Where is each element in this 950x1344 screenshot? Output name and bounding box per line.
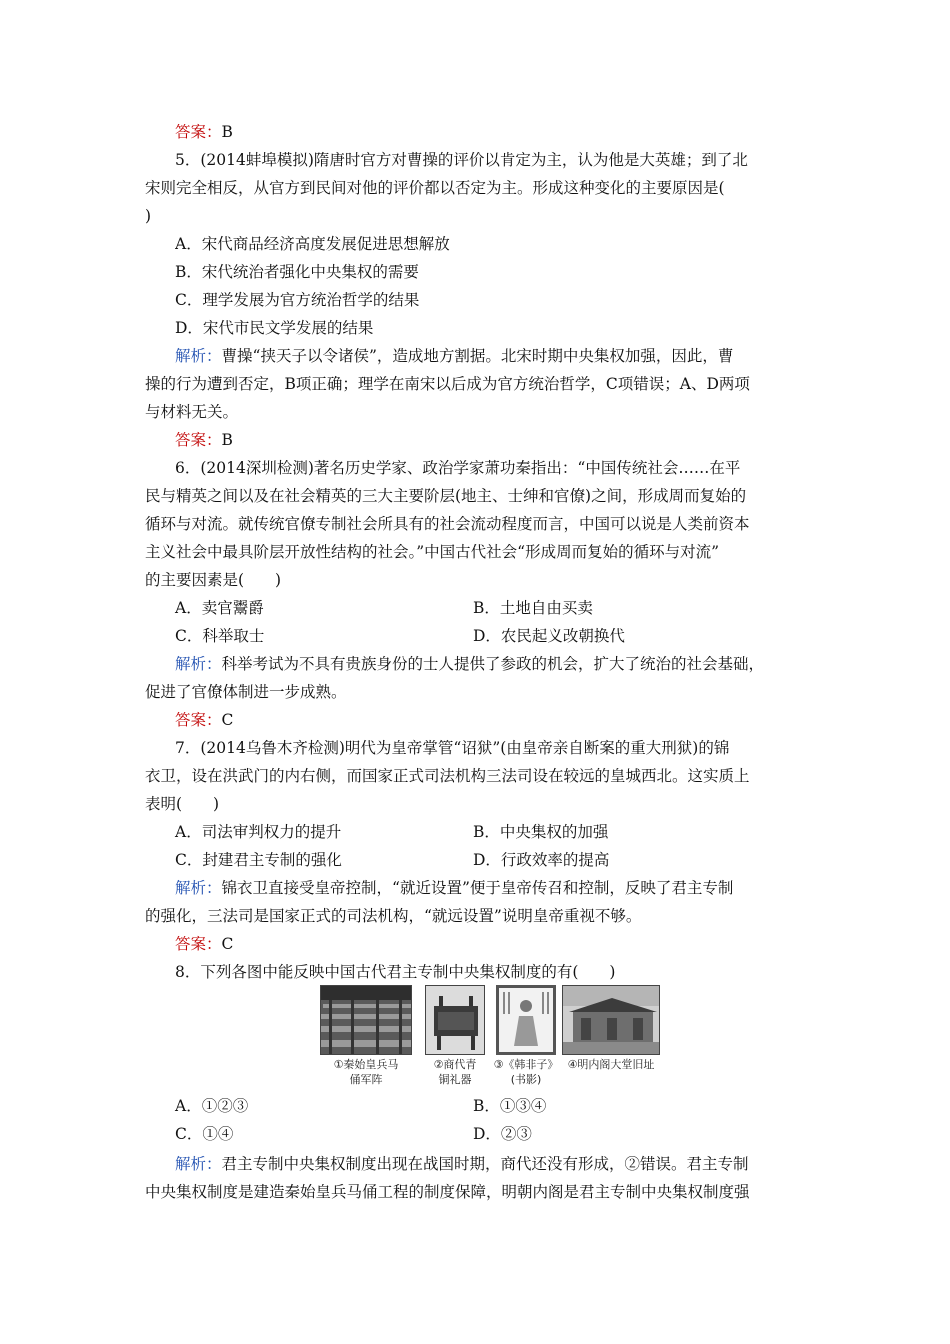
q7-option-c: C．封建君主专制的强化 [175, 851, 342, 869]
figure-3-caption-line-2: (书影) [510, 1073, 542, 1086]
q6-analysis-line-2: 促进了官僚体制进一步成熟。 [145, 683, 347, 701]
answer-value: B [221, 431, 233, 449]
q6-stem-line-2: 民与精英之间以及在社会精英的三大主要阶层(地主、士绅和官僚)之间，形成周而复始的 [145, 487, 747, 505]
figure-4-caption-line-1: ④明内阁大堂旧址 [567, 1058, 655, 1071]
q7-answer-line [175, 930, 810, 958]
analysis-text: 君主专制中央集权制度出现在战国时期，商代还没有形成，②错误。君主专制 [221, 1155, 749, 1173]
q4-answer-line [175, 118, 810, 146]
q5-stem-line-2: 宋则完全相反，从官方到民间对他的评价都以否定为主。形成这种变化的主要原因是( [145, 179, 725, 197]
q7-stem-line-2: 衣卫，设在洪武门的内右侧，而国家正式司法机构三法司设在较远的皇城西北。这实质上 [145, 767, 750, 785]
q8-option-b: B．①③④ [473, 1097, 547, 1115]
ming-cabinet-hall-image [562, 985, 660, 1055]
q5-stem-line-1: 5．(2014蚌埠模拟)隋唐时官方对曹操的评价以肯定为主，认为他是大英雄；到了北 [175, 151, 748, 169]
analysis-label: 解析： [175, 879, 222, 897]
analysis-text: 曹操“挟天子以令诸侯”，造成地方割据。北宋时期中央集权加强，因此，曹 [221, 347, 734, 365]
q7-option-b: B．中央集权的加强 [473, 823, 609, 841]
q5-option-a: A．宋代商品经济高度发展促进思想解放 [175, 235, 450, 253]
analysis-text: 锦衣卫直接受皇帝控制，“就近设置”便于皇帝传召和控制，反映了君主专制 [221, 879, 734, 897]
analysis-text: 科举考试为不具有贵族身份的士人提供了参政的机会，扩大了统治的社会基础， [221, 655, 765, 673]
answer-value: C [221, 711, 234, 729]
q5-option-d: D．宋代市民文学发展的结果 [175, 319, 374, 337]
q6-answer-line [175, 706, 810, 734]
q5-analysis-line-1 [175, 342, 810, 370]
q5-option-b: B．宋代统治者强化中央集权的需要 [175, 263, 419, 281]
q5-analysis-line-2: 操的行为遭到否定，B项正确；理学在南宋以后成为官方统治哲学，C项错误；A、D两项 [145, 375, 750, 393]
q5-option-c: C．理学发展为官方统治哲学的结果 [175, 291, 420, 309]
analysis-label: 解析： [175, 347, 222, 365]
terracotta-army-image [320, 985, 412, 1055]
q6-stem-line-1: 6．(2014深圳检测)著名历史学家、政治学家萧功秦指出：“中国传统社会……在平 [175, 459, 741, 477]
answer-value: C [221, 935, 234, 953]
q8-figure-strip [320, 985, 665, 1093]
answer-label: 答案： [175, 123, 222, 141]
q7-stem-line-1: 7．(2014乌鲁木齐检测)明代为皇帝掌管“诏狱”(由皇帝亲自断案的重大刑狱)的锦 [175, 739, 730, 757]
q6-stem-line-5: 的主要因素是( ) [145, 571, 282, 589]
q8-option-d: D．②③ [473, 1125, 532, 1143]
bronze-vessel-image [425, 985, 485, 1055]
q7-analysis-line-1 [175, 874, 810, 902]
q8-analysis-line-1 [175, 1150, 810, 1178]
figure-1-caption-line-2: 俑军阵 [349, 1073, 383, 1086]
answer-label: 答案： [175, 431, 222, 449]
answer-value: B [221, 123, 233, 141]
q6-stem-line-4: 主义社会中最具阶层开放性结构的社会。”中国古代社会“形成周而复始的循环与对流” [145, 543, 720, 561]
q6-option-b: B．土地自由买卖 [473, 599, 593, 617]
figure-2-caption-line-1: ②商代青 [433, 1058, 477, 1071]
q8-stem: 8．下列各图中能反映中国古代君主专制中央集权制度的有( ) [175, 963, 616, 981]
q5-stem-line-3: ) [145, 207, 152, 225]
q6-option-d: D．农民起义改朝换代 [473, 627, 625, 645]
answer-label: 答案： [175, 935, 222, 953]
q6-stem-line-3: 循环与对流。就传统官僚专制社会所具有的社会流动程度而言，中国可以说是人类前资本 [145, 515, 750, 533]
analysis-label: 解析： [175, 655, 222, 673]
q6-option-a: A．卖官鬻爵 [175, 599, 264, 617]
q6-analysis-line-1 [175, 650, 810, 678]
q7-option-d: D．行政效率的提高 [473, 851, 610, 869]
q8-option-a: A．①②③ [175, 1097, 249, 1115]
analysis-label: 解析： [175, 1155, 222, 1173]
q5-answer-line [175, 426, 810, 454]
q7-analysis-line-2: 的强化，三法司是国家正式的司法机构，“就远设置”说明皇帝重视不够。 [145, 907, 642, 925]
q5-analysis-line-3: 与材料无关。 [145, 403, 239, 421]
answer-label: 答案： [175, 711, 222, 729]
q7-option-a: A．司法审判权力的提升 [175, 823, 342, 841]
q8-option-c: C．①④ [175, 1125, 234, 1143]
hanfeizi-book-image [496, 985, 556, 1055]
figure-1-caption-line-1: ①秦始皇兵马 [333, 1058, 399, 1071]
figure-2-caption-line-2: 铜礼器 [438, 1073, 472, 1086]
q6-option-c: C．科举取士 [175, 627, 265, 645]
figure-3-caption-line-1: ③《韩非子》 [493, 1058, 559, 1071]
q7-stem-line-3: 表明( ) [145, 795, 220, 813]
q8-analysis-line-2: 中央集权制度是建造秦始皇兵马俑工程的制度保障，明朝内阁是君主专制中央集权制度强 [145, 1183, 750, 1201]
